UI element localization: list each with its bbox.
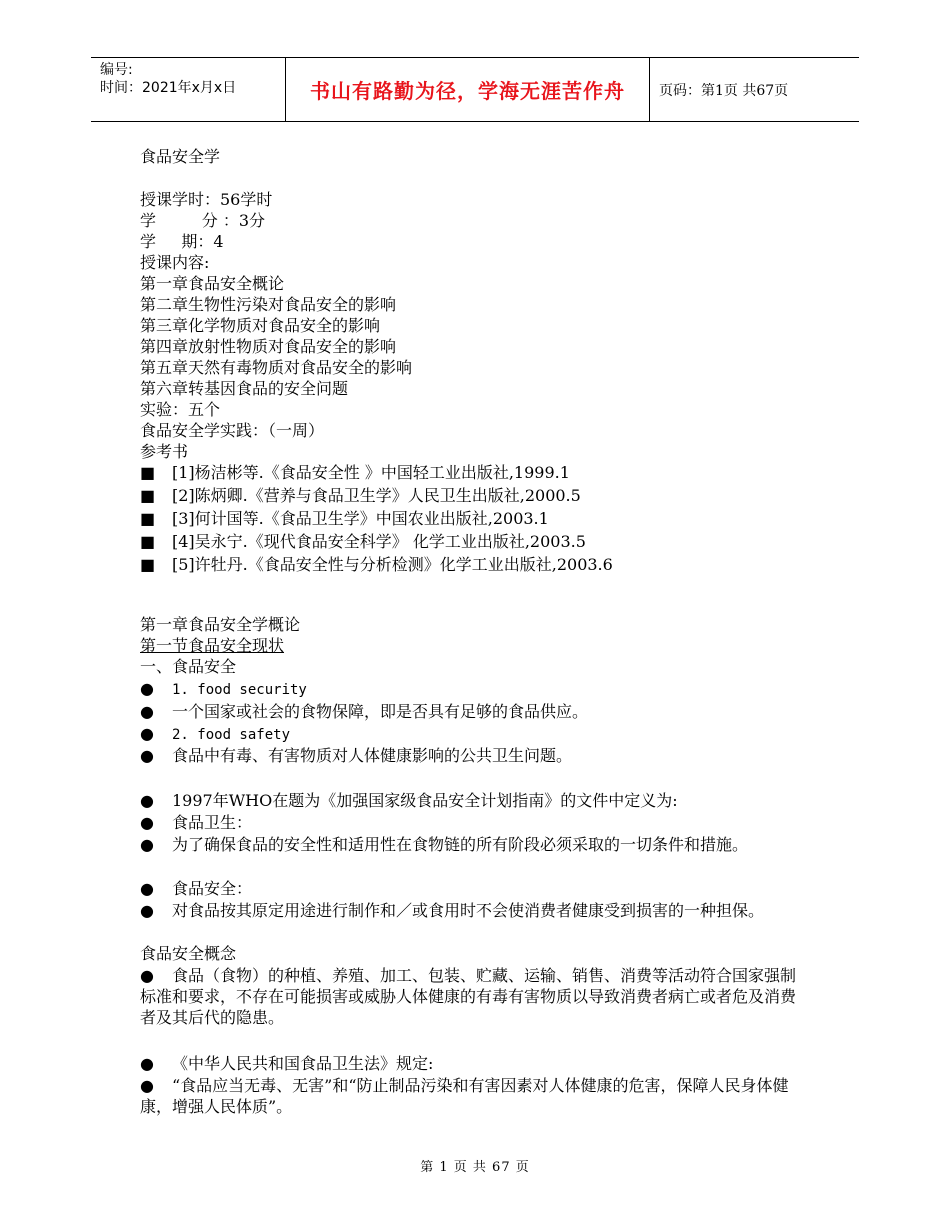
header-meta-cell — [91, 58, 286, 121]
square-bullet-icon: ■ — [140, 486, 156, 505]
bullet-text: 1997年WHO在题为《加强国家级食品安全计划指南》的文件中定义为: — [172, 791, 678, 810]
header-page-info: 页码：第1页 共67页 — [659, 82, 789, 99]
experiments-line: 实验：五个 — [140, 400, 221, 419]
bullet-item — [140, 678, 307, 701]
dot-bullet-icon: ● — [140, 966, 154, 985]
chapter-item: 第五章天然有毒物质对食品安全的影响 — [140, 358, 413, 377]
bullet-text: 一个国家或社会的食物保障，即是否具有足够的食品供应。 — [172, 702, 589, 721]
chapter-item: 第二章生物性污染对食品安全的影响 — [140, 295, 397, 314]
bullet-item — [140, 745, 572, 766]
dot-bullet-icon: ● — [140, 813, 154, 832]
header-table — [91, 57, 859, 122]
section-heading: 第一节食品安全现状 — [140, 636, 285, 655]
reference-item — [140, 485, 581, 506]
bullet-text: 《中华人民共和国食品卫生法》规定: — [172, 1054, 434, 1073]
bullet-item — [140, 701, 588, 722]
subsection-heading: 一、食品安全 — [140, 657, 237, 676]
square-bullet-icon: ■ — [140, 555, 156, 574]
content-label: 授课内容: — [140, 253, 210, 272]
concept-heading: 食品安全概念 — [140, 944, 237, 963]
bullet-text: 为了确保食品的安全性和适用性在食物链的所有阶段必须采取的一切条件和措施。 — [172, 835, 749, 854]
chapter-item: 第一章食品安全概论 — [140, 274, 285, 293]
reference-item — [140, 462, 570, 483]
bullet-text: 食品（食物）的种植、养殖、加工、包装、贮藏、运输、销售、消费等活动符合国家强制标准和要求，不存在可能损害或威胁人体健康的有毒有害物质以导致消费者病亡或者危及消费者及其后代的隐患。 — [140, 966, 797, 1027]
dot-bullet-icon: ● — [140, 746, 154, 765]
header-page-cell — [650, 58, 859, 121]
dot-bullet-icon: ● — [140, 901, 154, 920]
bullet-text: 2. food safety — [172, 727, 291, 743]
dot-bullet-icon: ● — [140, 791, 154, 810]
bullet-text: 食品卫生： — [172, 813, 253, 832]
dot-bullet-icon: ● — [140, 835, 154, 854]
course-hours: 授课学时：56学时 — [140, 190, 273, 209]
dot-bullet-icon: ● — [140, 679, 154, 698]
reference-text: [4]吴永宁.《现代食品安全科学》 化学工业出版社,2003.5 — [172, 532, 586, 551]
bullet-item — [140, 812, 252, 833]
bullet-text: “食品应当无毒、无害”和“防止制品污染和有害因素对人体健康的危害，保障人民身体健康，增强人民体质”。 — [140, 1076, 789, 1116]
course-credits: 学 分 ：3分 — [140, 211, 266, 230]
references-label: 参考书 — [140, 442, 189, 461]
bullet-item — [140, 790, 678, 811]
bullet-item — [140, 1053, 433, 1074]
course-term: 学 期：4 — [140, 232, 224, 251]
bullet-item — [140, 965, 810, 1028]
bullet-item — [140, 723, 290, 746]
reference-text: [1]杨洁彬等.《食品安全性 》中国轻工业出版社,1999.1 — [172, 463, 570, 482]
chapter-heading: 第一章食品安全学概论 — [140, 615, 301, 634]
chapter-item: 第三章化学物质对食品安全的影响 — [140, 316, 381, 335]
bullet-text: 1. food security — [172, 682, 307, 698]
practice-line: 食品安全学实践：（一周） — [140, 421, 325, 440]
dot-bullet-icon: ● — [140, 1076, 154, 1095]
document-number-label: 编号: — [100, 62, 133, 78]
dot-bullet-icon: ● — [140, 1054, 154, 1073]
header-motto: 书山有路勤为径，学海无涯苦作舟 — [310, 79, 625, 103]
bullet-item — [140, 878, 252, 899]
square-bullet-icon: ■ — [140, 463, 156, 482]
dot-bullet-icon: ● — [140, 724, 154, 743]
document-time-label: 时间：2021年x月x日 — [100, 80, 237, 96]
bullet-item — [140, 900, 810, 921]
dot-bullet-icon: ● — [140, 879, 154, 898]
page-footer: 第 1 页 共 67 页 — [420, 1160, 530, 1175]
bullet-item — [140, 1075, 810, 1117]
square-bullet-icon: ■ — [140, 532, 156, 551]
bullet-text: 食品中有毒、有害物质对人体健康影响的公共卫生问题。 — [172, 746, 573, 765]
header-motto-cell — [286, 58, 650, 121]
reference-text: [3]何计国等.《食品卫生学》中国农业出版社,2003.1 — [172, 509, 549, 528]
square-bullet-icon: ■ — [140, 509, 156, 528]
reference-text: [2]陈炳卿.《营养与食品卫生学》人民卫生出版社,2000.5 — [172, 486, 581, 505]
course-title: 食品安全学 — [140, 147, 221, 166]
bullet-text: 对食品按其原定用途进行制作和／或食用时不会使消费者健康受到损害的一种担保。 — [172, 901, 765, 920]
bullet-item — [140, 834, 810, 855]
chapter-item: 第六章转基因食品的安全问题 — [140, 379, 349, 398]
reference-item — [140, 554, 613, 575]
bullet-text: 食品安全： — [172, 879, 253, 898]
reference-text: [5]许牡丹.《食品安全性与分析检测》化学工业出版社,2003.6 — [172, 555, 613, 574]
dot-bullet-icon: ● — [140, 702, 154, 721]
reference-item — [140, 531, 586, 552]
reference-item — [140, 508, 549, 529]
chapter-item: 第四章放射性物质对食品安全的影响 — [140, 337, 397, 356]
